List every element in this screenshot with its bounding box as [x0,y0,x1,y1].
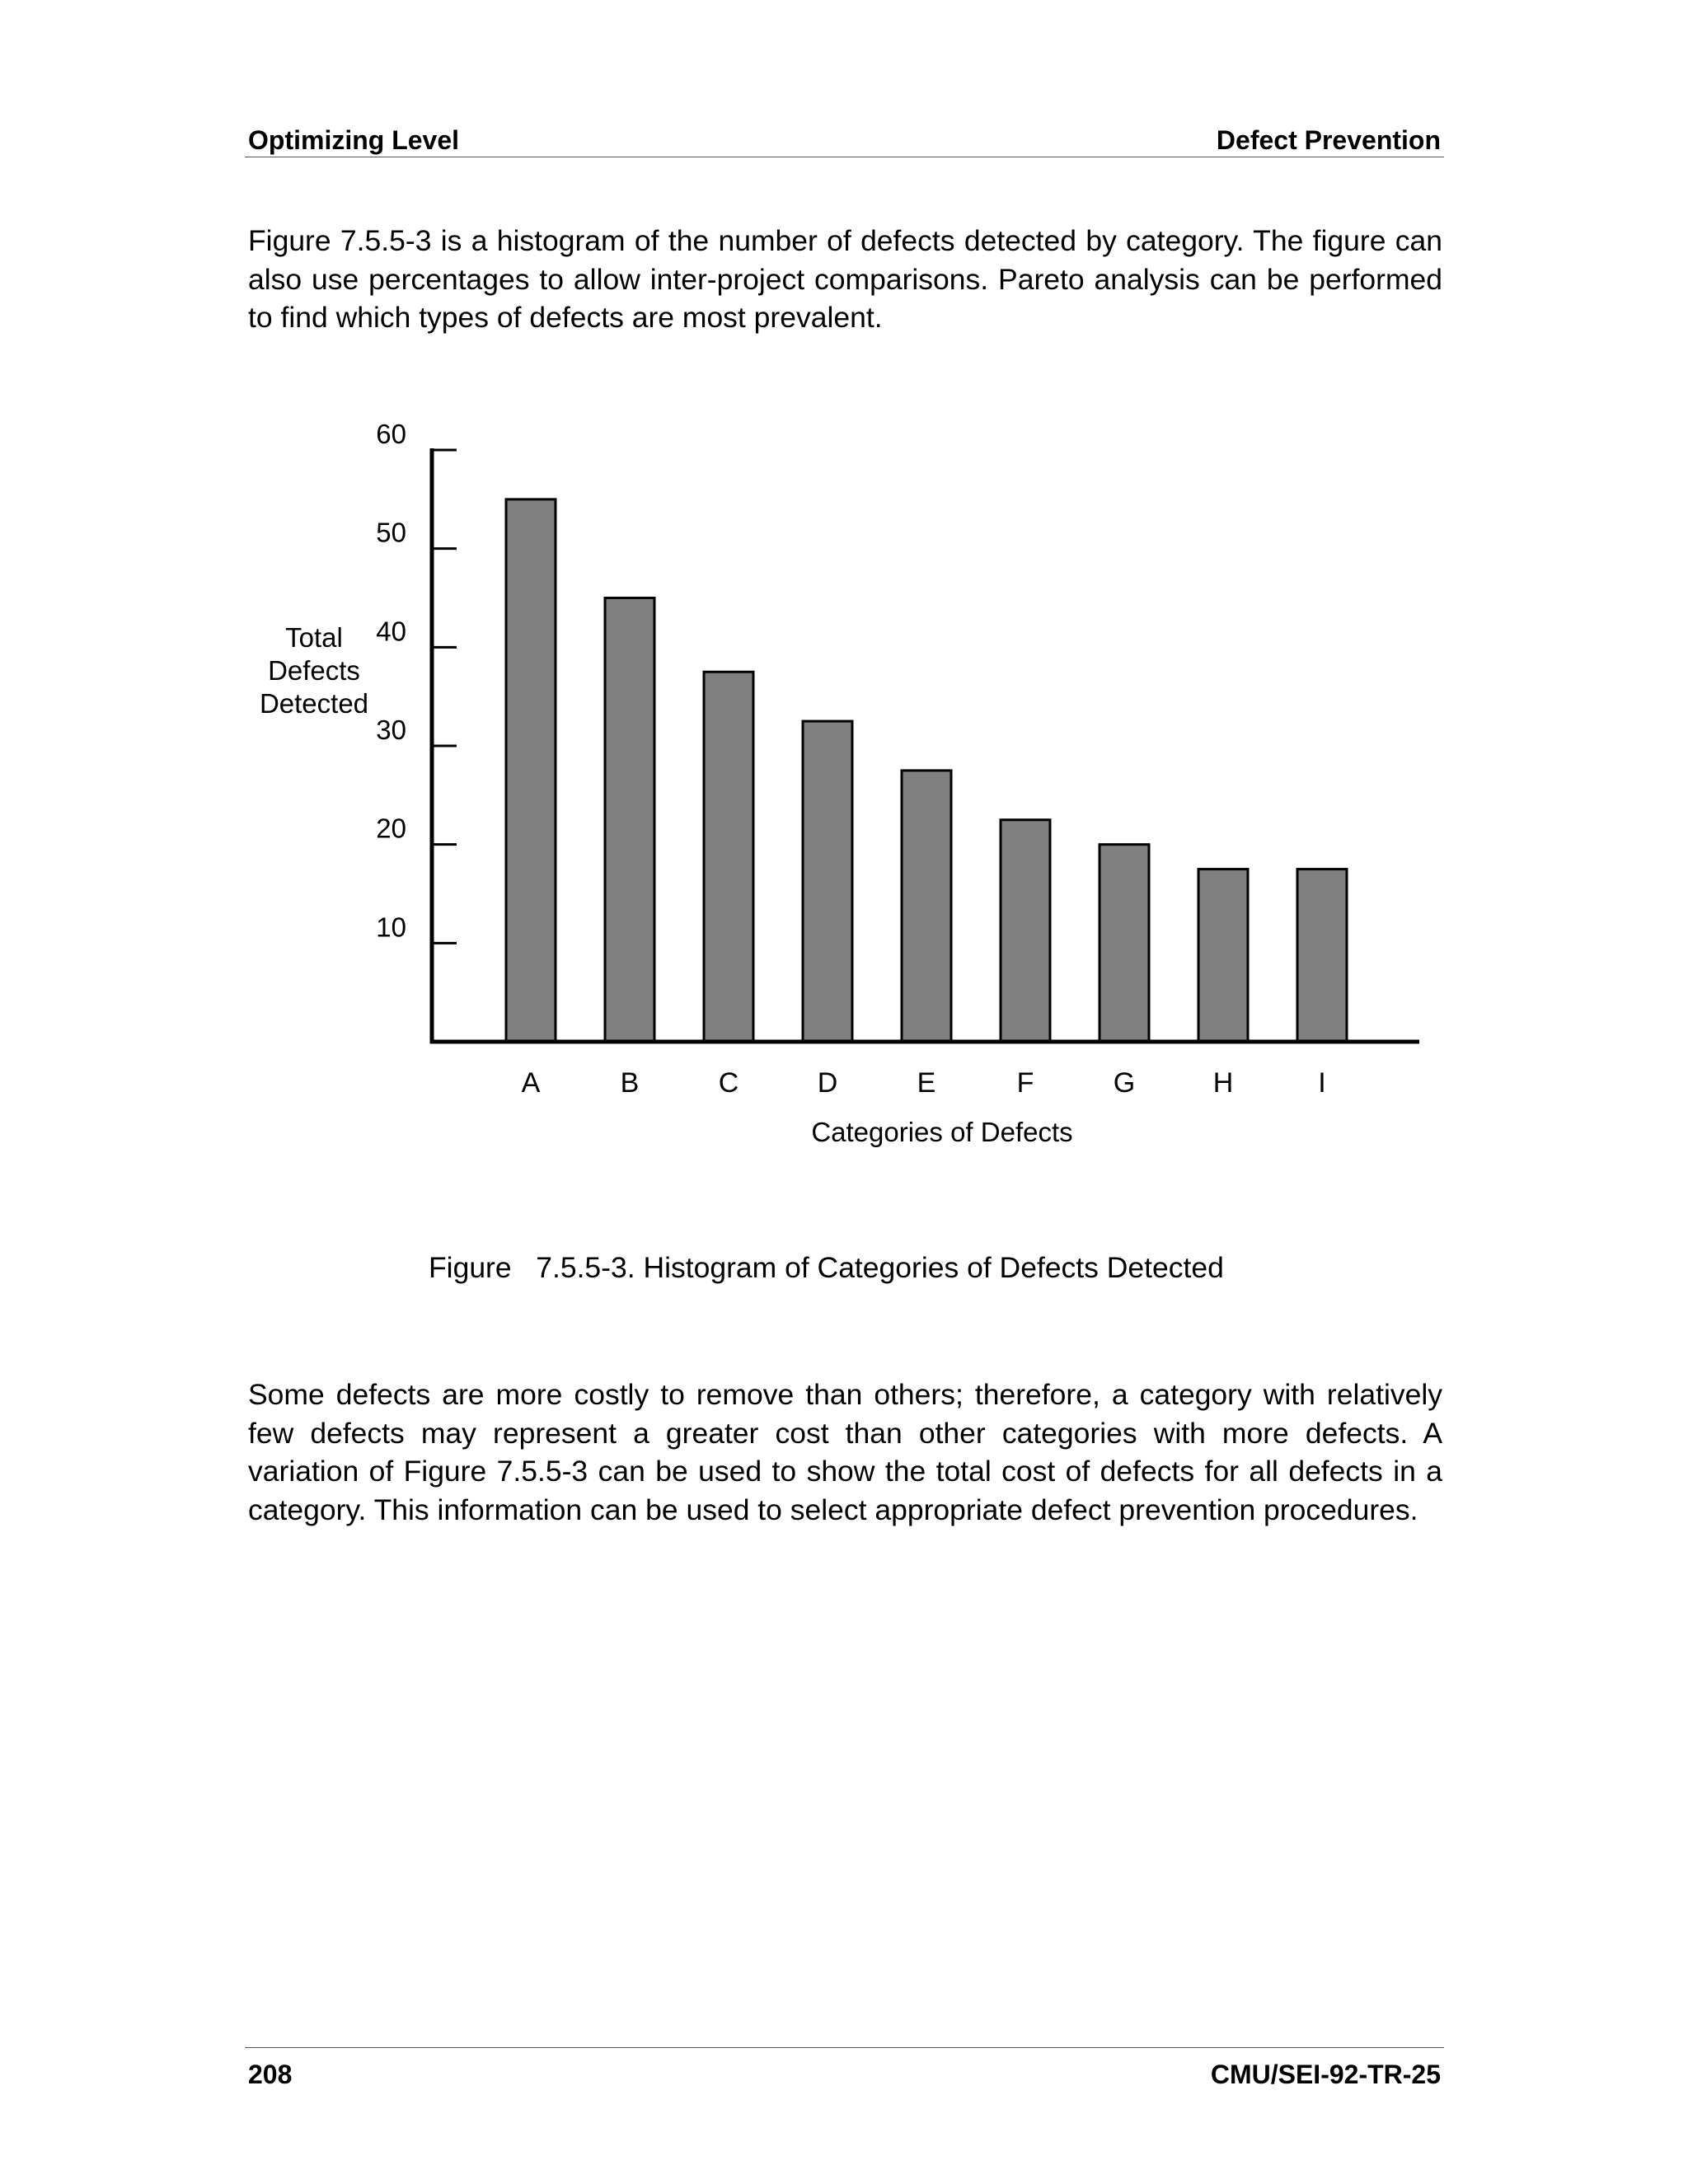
y-tick-label-60: 60 [376,419,406,449]
x-tick-label-B: B [620,1067,640,1099]
x-axis-label: Categories of Defects [811,1117,1073,1147]
x-tick-label-A: A [521,1067,541,1099]
x-tick-label-D: D [817,1067,838,1099]
figure-caption: Figure 7.5.5-3. Histogram of Categories of Defects Detected [429,1251,1224,1284]
intro-paragraph: Figure 7.5.5-3 is a histogram of the number of defects detected by category. The figure can also use percentages to allow inter-project comparisons. Pareto analysis can be performed to find which types of defects are most prevalent. [248,224,1442,334]
y-tick-label-10: 10 [376,912,406,943]
bar-I [1297,869,1347,1042]
bar-B [605,598,654,1043]
x-tick-label-C: C [718,1067,739,1099]
y-tick-label-40: 40 [376,616,406,647]
x-tick-label-I: I [1318,1067,1326,1099]
bar-D [803,721,852,1042]
bar-E [902,771,951,1042]
y-tick-label-30: 30 [376,715,406,745]
x-tick-label-G: G [1113,1067,1136,1099]
x-tick-label-E: E [917,1067,936,1099]
header-section-title: Optimizing Level [248,125,460,155]
page-footer [245,2047,1444,2093]
header-chapter-title: Defect Prevention [1216,125,1441,155]
y-axis-label-line: Defects [268,655,360,686]
y-tick-label-50: 50 [376,517,406,548]
bar-A [506,499,556,1042]
bar-F [1001,820,1050,1042]
bar-C [704,672,753,1042]
cost-paragraph: Some defects are more costly to remove than others; therefore, a category with relatively few defects may represent a greater cost than other categories with more defects. A variation of Figure 7.5.5-3 can be used to show the total cost of defects for all defects in a category. This information can be used to select appropriate defect prevention procedures. [248,1378,1442,1526]
page-number: 208 [248,2060,293,2089]
y-tick-label-20: 20 [376,813,406,844]
bar-H [1198,869,1248,1042]
y-axis-label-line: Detected [259,688,369,719]
x-tick-label-F: F [1016,1067,1034,1099]
x-tick-label-H: H [1212,1067,1234,1099]
y-axis-label-line: Total [285,622,343,653]
y-axis-label [260,622,368,719]
report-id: CMU/SEI-92-TR-25 [1210,2060,1441,2089]
bar-G [1100,845,1149,1042]
